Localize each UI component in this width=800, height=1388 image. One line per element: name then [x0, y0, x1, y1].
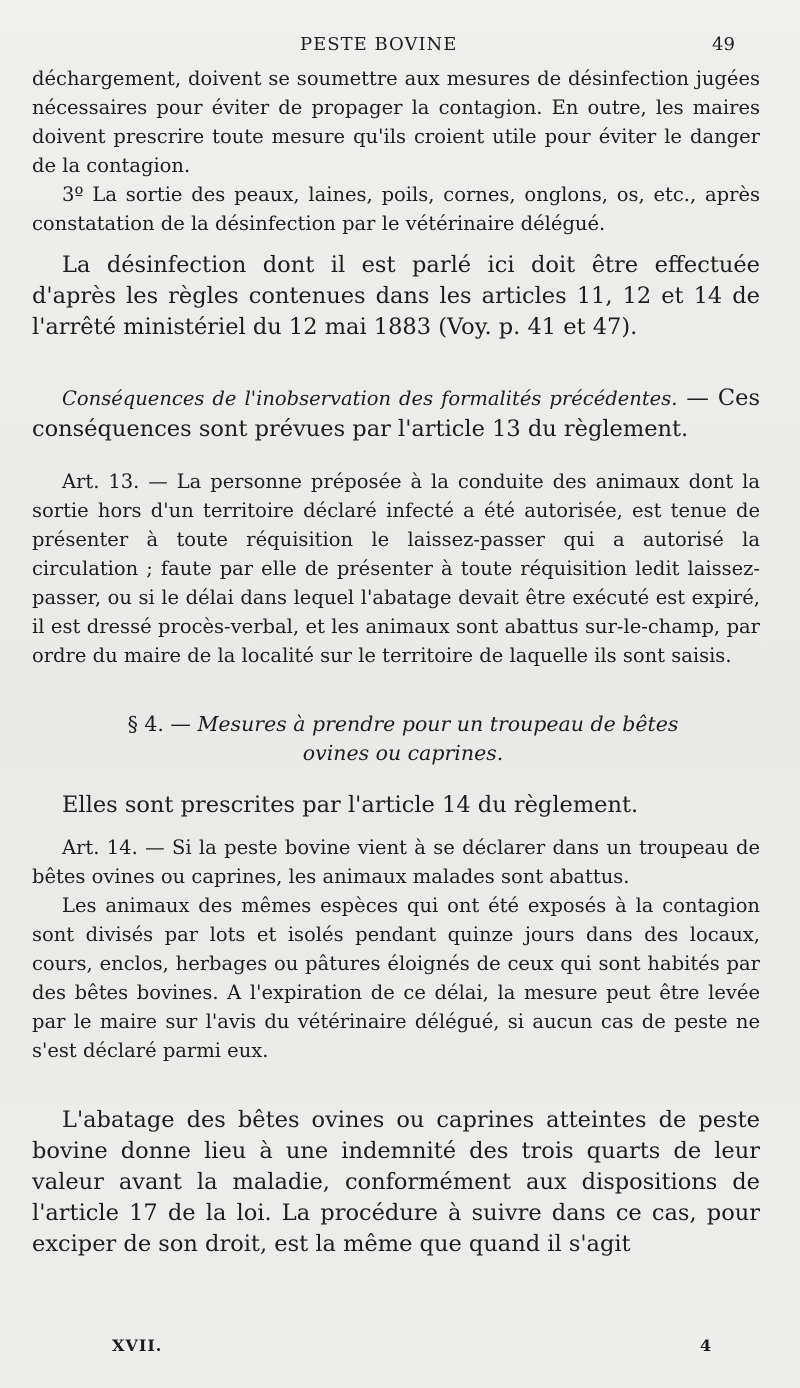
paragraph-article-14-intro: Elles sont prescrites par l'article 14 du règlement.: [62, 792, 639, 818]
sheet-number: 4: [700, 1336, 712, 1355]
running-title: PESTE BOVINE: [300, 34, 458, 55]
section-heading-line-1: [46, 710, 760, 739]
page-number: 49: [712, 34, 735, 55]
consequences-heading: Conséquences de l'inobservation des formalités précédentes.: [62, 387, 678, 410]
section-title-part-1: Mesures à prendre pour un troupeau de bêtes: [197, 712, 679, 736]
page-body: [32, 64, 760, 1260]
section-number: § 4. —: [127, 712, 198, 736]
paragraph-disinfection-measures: déchargement, doivent se soumettre aux mesures de désinfection jugées nécessaires pour éviter de propager la contagion. En outre, les maires doivent prescrire toute mesure qu'ils croient utile pour éviter le danger de la contagion.: [32, 67, 760, 177]
paragraph-article-14: Art. 14. — Si la peste bovine vient à se déclarer dans un troupeau de bêtes ovines ou caprines, les animaux malades sont abattus.: [32, 836, 760, 888]
paragraph-consequences: [32, 383, 760, 445]
paragraph-isolation: Les animaux des mêmes espèces qui ont été exposés à la contagion sont divisés par lots et isolés pendant quinze jours dans des locaux, cours, enclos, herbages ou pâtures éloignés de ceux qui sont habités par des bêtes bovines. A l'expiration de ce délai, la mesure peut être levée par le maire sur l'avis du vétérinaire délégué, si aucun cas de peste ne s'est déclaré parmi eux.: [32, 894, 760, 1062]
section-title-part-2: ovines ou caprines.: [302, 741, 504, 765]
page-header: [0, 34, 800, 58]
page-footer: [0, 1336, 800, 1360]
section-heading: [32, 710, 760, 768]
paragraph-article-13: Art. 13. — La personne préposée à la conduite des animaux dont la sortie hors d'un territoire déclaré infecté a été autorisée, est tenue de présenter à toute réquisition le laissez-passer qui a autorisé la circulation ; faute par elle de présenter à toute réquisition ledit laissez-passer, ou si le délai dans lequel l'abatage devait être exécuté est expiré, il est dressé procès-verbal, et les animaux sont abattus sur-le-champ, par ordre du maire de la localité sur le territoire de laquelle ils sont saisis.: [32, 470, 760, 667]
paragraph-disinfection-rules: La désinfection dont il est parlé ici doit être effectuée d'après les règles contenues dans les articles 11, 12 et 14 de l'arrêté ministériel du 12 mai 1883 (Voy. p. 41 et 47).: [32, 252, 760, 340]
paragraph-skins-exit: 3º La sortie des peaux, laines, poils, cornes, onglons, os, etc., après constatation de la désinfection par le vétérinaire délégué.: [32, 183, 760, 235]
printer-signature: XVII.: [112, 1336, 163, 1355]
consequences-text: — Ces conséquences sont prévues par l'article 13 du règlement.: [32, 385, 760, 442]
paragraph-indemnity: L'abatage des bêtes ovines ou caprines atteintes de peste bovine donne lieu à une indemnité des trois quarts de leur valeur avant la maladie, conformément aux dispositions de l'article 17 de la loi. La procédure à suivre dans ce cas, pour exciper de son droit, est la même que quand il s'agit: [32, 1107, 760, 1257]
